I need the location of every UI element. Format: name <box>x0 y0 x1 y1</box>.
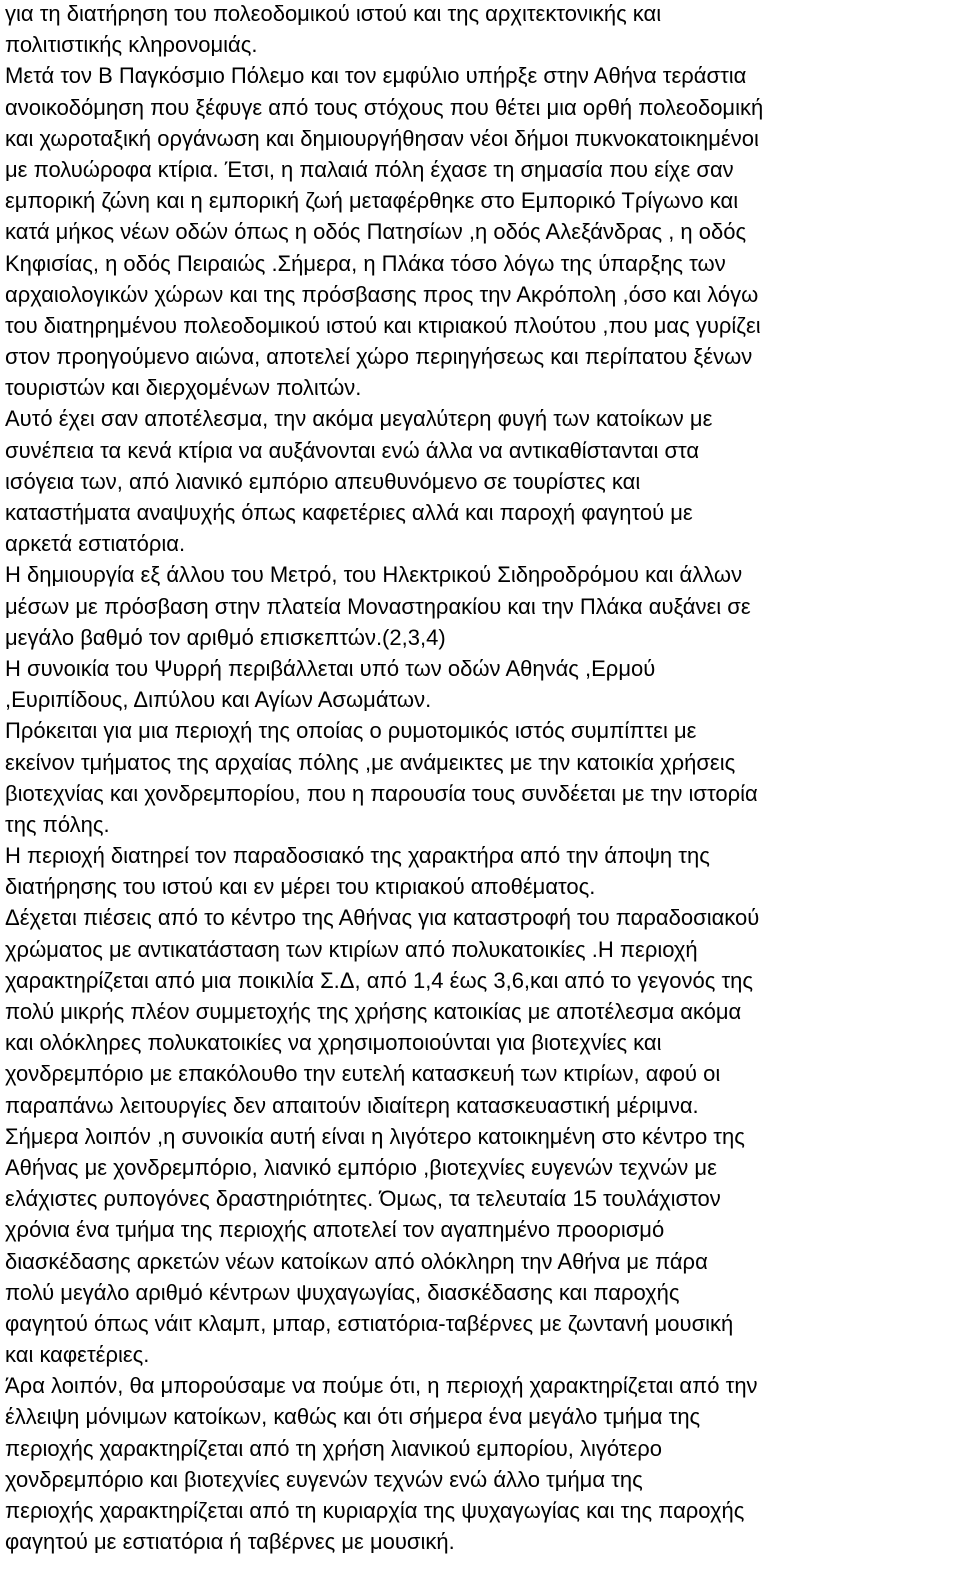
text-line: φαγητού όπως νάιτ κλαμπ, μπαρ, εστιατόρια-ταβέρνες με ζωντανή μουσική <box>5 1310 734 1336</box>
text-line: χαρακτηρίζεται από μια ποικιλία Σ.Δ, από 1,4 έως 3,6,και από το γεγονός της <box>5 967 753 993</box>
text-line: του διατηρημένου πολεοδομικού ιστού και κτιριακού πλούτου ,που μας γυρίζει <box>5 312 761 338</box>
text-line: συνέπεια τα κενά κτίρια να αυξάνονται ενώ άλλα να αντικαθίστανται στα <box>5 437 700 463</box>
text-line: χρώματος με αντικατάσταση των κτιρίων από πολυκατοικίες .Η περιοχή <box>5 936 698 962</box>
text-line: παραπάνω λειτουργίες δεν απαιτούν ιδιαίτερη κατασκευαστική μέριμνα. <box>5 1092 699 1118</box>
text-line: κατά μήκος νέων οδών όπως η οδός Πατησίων ,η οδός Αλεξάνδρας , η οδός <box>5 219 747 245</box>
text-line: ,Ευριπίδους, Διπύλου και Αγίων Ασωμάτων. <box>5 687 432 713</box>
text-line: χονδρεμπόριο και βιοτεχνίες ευγενών τεχνών ενώ άλλο τμήμα της <box>5 1466 643 1492</box>
text-line: Σήμερα λοιπόν ,η συνοικία αυτή είναι η λιγότερο κατοικημένη στο κέντρο της <box>5 1123 745 1149</box>
text-line: της πόλης. <box>5 811 110 837</box>
text-line: διατήρησης του ιστού και εν μέρει του κτιριακού αποθέματος. <box>5 874 596 900</box>
text-line: καταστήματα αναψυχής όπως καφετέριες αλλά και παροχή φαγητού με <box>5 500 693 525</box>
text-line: μεγάλο βαθμό τον αριθμό επισκεπτών.(2,3,4) <box>5 624 446 650</box>
text-line: Η δημιουργία εξ άλλου του Μετρό, του Ηλεκτρικού Σιδηροδρόμου και άλλων <box>5 562 743 588</box>
text-line: πολύ μικρής πλέον συμμετοχής της χρήσης κατοικίας με αποτέλεσμα ακόμα <box>5 999 742 1024</box>
text-line: εκείνον τμήματος της αρχαίας πόλης ,με ανάμεικτες με την κατοικία χρήσεις <box>5 749 736 775</box>
text-line: Άρα λοιπόν, θα μπορούσαμε να πούμε ότι, η περιοχή χαρακτηρίζεται από την <box>5 1373 758 1399</box>
text-line: πολιτιστικής κληρονομιάς. <box>5 32 258 58</box>
text-line: ελάχιστες ρυπογόνες δραστηριότητες. Όμως, τα τελευταία 15 τουλάχιστον <box>5 1186 721 1212</box>
text-line: περιοχής χαρακτηρίζεται από τη χρήση λιανικού εμπορίου, λιγότερο <box>5 1435 663 1461</box>
text-line: στον προηγούμενο αιώνα, αποτελεί χώρο περιηγήσεως και περίπατου ξένων <box>5 344 753 370</box>
text-line: και χωροταξική οργάνωση και δημιουργήθησαν νέοι δήμοι πυκνοκατοικημένοι <box>5 125 759 151</box>
text-line: πολύ μεγάλο αριθμό κέντρων ψυχαγωγίας, διασκέδασης και παροχής <box>5 1279 680 1305</box>
text-line: με πολυώροφα κτίρια. Έτσι, η παλαιά πόλη έχασε τη σημασία που είχε σαν <box>5 156 734 182</box>
text-line: και ολόκληρες πολυκατοικίες να χρησιμοποιούνται για βιοτεχνίες και <box>5 1030 662 1056</box>
text-line: χρόνια ένα τμήμα της περιοχής αποτελεί τον αγαπημένο προορισμό <box>5 1217 665 1243</box>
text-line: Αυτό έχει σαν αποτέλεσμα, την ακόμα μεγαλύτερη φυγή των κατοίκων με <box>5 406 713 432</box>
text-line: Μετά τον Β Παγκόσμιο Πόλεμο και τον εμφύλιο υπήρξε στην Αθήνα τεράστια <box>5 63 747 89</box>
text-line: περιοχής χαρακτηρίζεται από τη κυριαρχία της ψυχαγωγίας και της παροχής <box>5 1498 745 1523</box>
text-line: διασκέδασης αρκετών νέων κατοίκων από ολόκληρη την Αθήνα με πάρα <box>5 1248 708 1274</box>
text-line: Κηφισίας, η οδός Πειραιώς .Σήμερα, η Πλάκα τόσο λόγω της ύπαρξης των <box>5 250 726 276</box>
text-line: για τη διατήρηση του πολεοδομικού ιστού και της αρχιτεκτονικής και <box>5 1 662 26</box>
text-line: ανοικοδόμηση που ξέφυγε από τους στόχους που θέτει μια ορθή πολεοδομική <box>5 94 764 120</box>
text-line: αρκετά εστιατόρια. <box>5 531 186 557</box>
text-line: αρχαιολογικών χώρων και της πρόσβασης προς την Ακρόπολη ,όσο και λόγω <box>5 281 759 307</box>
text-line: μέσων με πρόσβαση στην πλατεία Μοναστηρακίου και την Πλάκα αυξάνει σε <box>5 593 751 619</box>
text-line: χονδρεμπόριο με επακόλουθο την ευτελή κατασκευή των κτιρίων, αφού οι <box>5 1061 721 1087</box>
text-line: φαγητού με εστιατόρια ή ταβέρνες με μουσική. <box>5 1529 455 1555</box>
text-line: έλλειψη μόνιμων κατοίκων, καθώς και ότι σήμερα ένα μεγάλο τμήμα της <box>5 1404 701 1430</box>
text-line: Η συνοικία του Ψυρρή περιβάλλεται υπό των οδών Αθηνάς ,Ερμού <box>5 655 656 681</box>
text-line: και καφετέριες. <box>5 1342 150 1368</box>
text-line: Δέχεται πιέσεις από το κέντρο της Αθήνας για καταστροφή του παραδοσιακού <box>5 905 760 931</box>
text-line: εμπορική ζώνη και η εμπορική ζωή μεταφέρθηκε στο Εμπορικό Τρίγωνο και <box>5 188 739 214</box>
text-line: Αθήνας με χονδρεμπόριο, λιανικό εμπόριο ,βιοτεχνίες ευγενών τεχνών με <box>5 1154 717 1180</box>
text-line: τουριστών και διερχομένων πολιτών. <box>5 375 362 401</box>
text-line: ισόγεια των, από λιανικό εμπόριο απευθυνόμενο σε τουρίστες και <box>5 468 641 494</box>
text-line: Πρόκειται για μια περιοχή της οποίας ο ρυμοτομικός ιστός συμπίπτει με <box>5 718 697 744</box>
text-line: Η περιοχή διατηρεί τον παραδοσιακό της χαρακτήρα από την άποψη της <box>5 843 710 869</box>
text-line: βιοτεχνίας και χονδρεμπορίου, που η παρουσία τους συνδέεται με την ιστορία <box>5 780 758 806</box>
